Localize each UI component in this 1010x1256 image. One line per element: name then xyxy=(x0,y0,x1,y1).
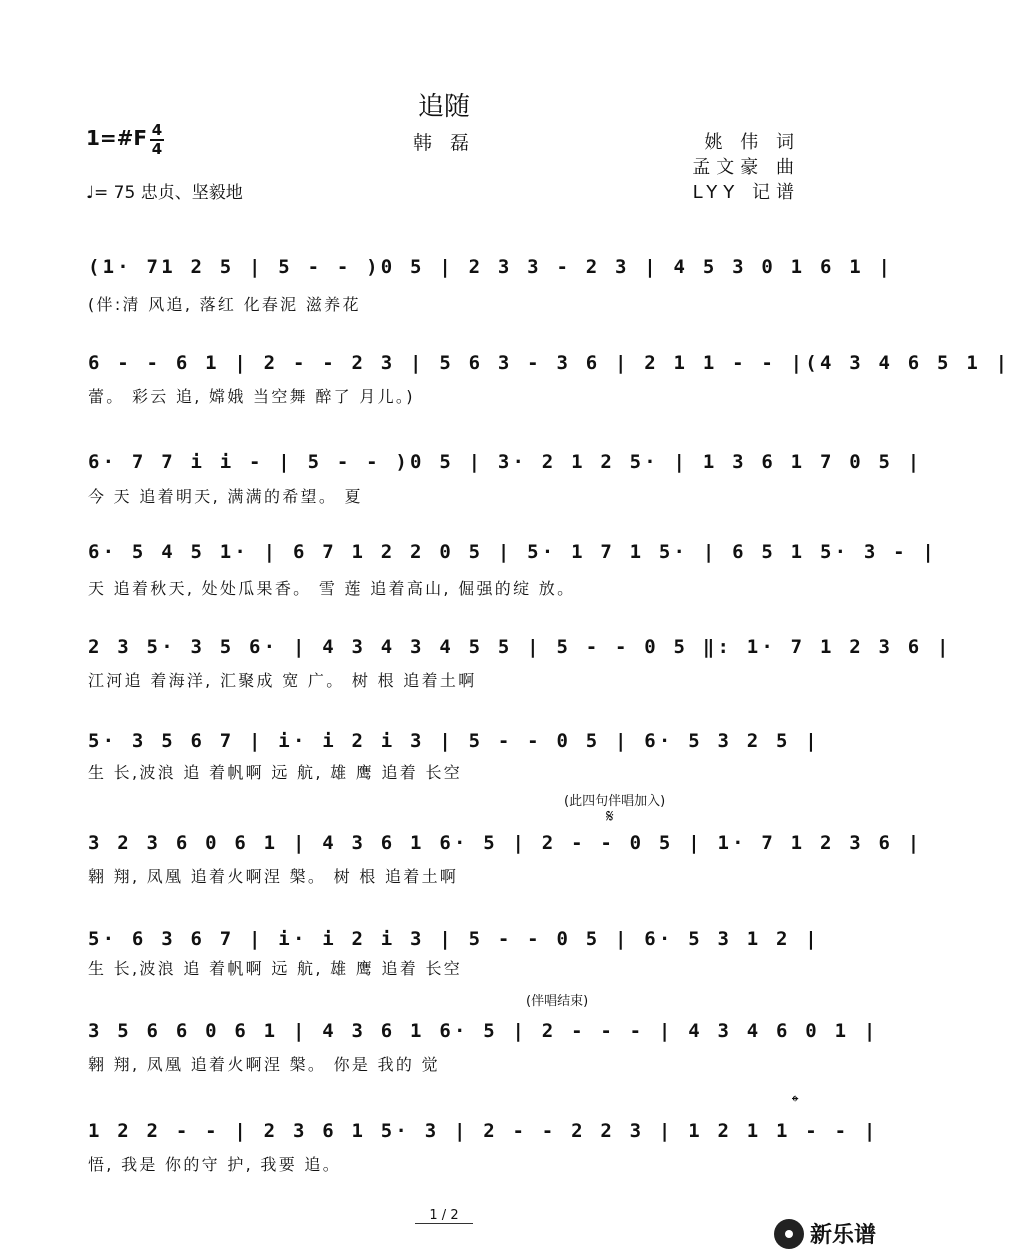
key-signature: 1=#F xyxy=(86,126,148,150)
lyric-line-7: 翱 翔, 凤凰 追着火啊涅 槃。 树 根 追着土啊 xyxy=(88,867,459,886)
time-signature-bottom: 4 xyxy=(151,140,163,158)
notation-line-7: 3 2 3 6 0 6 1 | 4 3 6 1 6· 5 | 2 - - 0 5 | 1· 7 1 2 3 6 | xyxy=(88,832,923,854)
time-signature xyxy=(150,123,164,157)
lyricist-credit: 姚 伟 词 xyxy=(704,132,800,153)
lyric-line-2: 蕾。 彩云 追, 嫦娥 当空舞 醉了 月儿。) xyxy=(88,387,415,406)
notation-line-8: 5· 6 3 6 7 | i· i 2 i 3 | 5 - - 0 5 | 6· 5 3 1 2 | xyxy=(88,928,820,950)
chorus-end-note: (伴唱结束) xyxy=(526,994,589,1009)
lyric-line-10: 悟, 我是 你的守 护, 我要 追。 xyxy=(88,1155,342,1174)
lyric-line-3: 今 天 追着明天, 满满的希望。 夏 xyxy=(88,487,363,506)
lyric-line-1: (伴:清 风追, 落红 化春泥 滋养花 xyxy=(88,295,361,314)
lyric-line-5: 江河追 着海洋, 汇聚成 宽 广。 树 根 追着土啊 xyxy=(88,671,477,690)
tempo-marking: ♩= 75 忠贞、坚毅地 xyxy=(86,183,243,203)
time-signature-top: 4 xyxy=(151,121,163,139)
chorus-start-note: (此四句伴唱加入) xyxy=(564,794,666,809)
notation-line-2: 6 - - 6 1 | 2 - - 2 3 | 5 6 3 - 3 6 | 2 1 1 - - |(4 3 4 6 5 1 | xyxy=(88,352,1010,374)
site-logo-text: 新乐谱 xyxy=(809,1223,876,1248)
notation-line-9: 3 5 6 6 0 6 1 | 4 3 6 1 6· 5 | 2 - - - | 4 3 4 6 0 1 | xyxy=(88,1020,879,1042)
lyric-line-6: 生 长,波浪 追 着帆啊 远 航, 雄 鹰 追着 长空 xyxy=(88,763,463,782)
lyric-line-4: 天 追着秋天, 处处瓜果香。 雪 莲 追着高山, 倔强的绽 放。 xyxy=(88,579,576,598)
song-title: 追随 xyxy=(417,92,470,122)
page-number-text: 1 / 2 xyxy=(415,1208,472,1224)
page-number xyxy=(0,1208,888,1223)
notation-line-4: 6· 5 4 5 1· | 6 7 1 2 2 0 5 | 5· 1 7 1 5· | 6 5 1 5· 3 - | xyxy=(88,541,938,563)
transcriber-credit: LYY 记谱 xyxy=(692,182,800,203)
notation-line-1: (1· 71 2 5 | 5 - - )0 5 | 2 3 3 - 2 3 | 4 5 3 0 1 6 1 | xyxy=(88,256,894,278)
vinyl-disc-icon xyxy=(774,1219,804,1249)
notation-line-10: 1 2 2 - - | 2 3 6 1 5· 3 | 2 - - 2 2 3 | 1 2 1 1 - - | xyxy=(88,1120,879,1142)
site-logo xyxy=(774,1218,876,1249)
segno-sign: 𝄋 xyxy=(606,806,614,827)
notation-line-6: 5· 3 5 6 7 | i· i 2 i 3 | 5 - - 0 5 | 6· 5 3 2 5 | xyxy=(88,730,820,752)
notation-line-3: 6· 7 7 i i - | 5 - - )0 5 | 3· 2 1 2 5· | 1 3 6 1 7 0 5 | xyxy=(88,451,923,473)
lyric-line-8: 生 长,波浪 追 着帆啊 远 航, 雄 鹰 追着 长空 xyxy=(88,959,463,978)
composer-credit: 孟文豪 曲 xyxy=(692,157,800,178)
coda-sign: 𝄌 xyxy=(792,1092,799,1113)
notation-line-5: 2 3 5· 3 5 6· | 4 3 4 3 4 5 5 | 5 - - 0 5 ‖: 1· 7 1 2 3 6 | xyxy=(88,636,952,658)
lyric-line-9: 翱 翔, 凤凰 追着火啊涅 槃。 你是 我的 觉 xyxy=(88,1055,440,1074)
singer-name: 韩 磊 xyxy=(412,132,476,154)
